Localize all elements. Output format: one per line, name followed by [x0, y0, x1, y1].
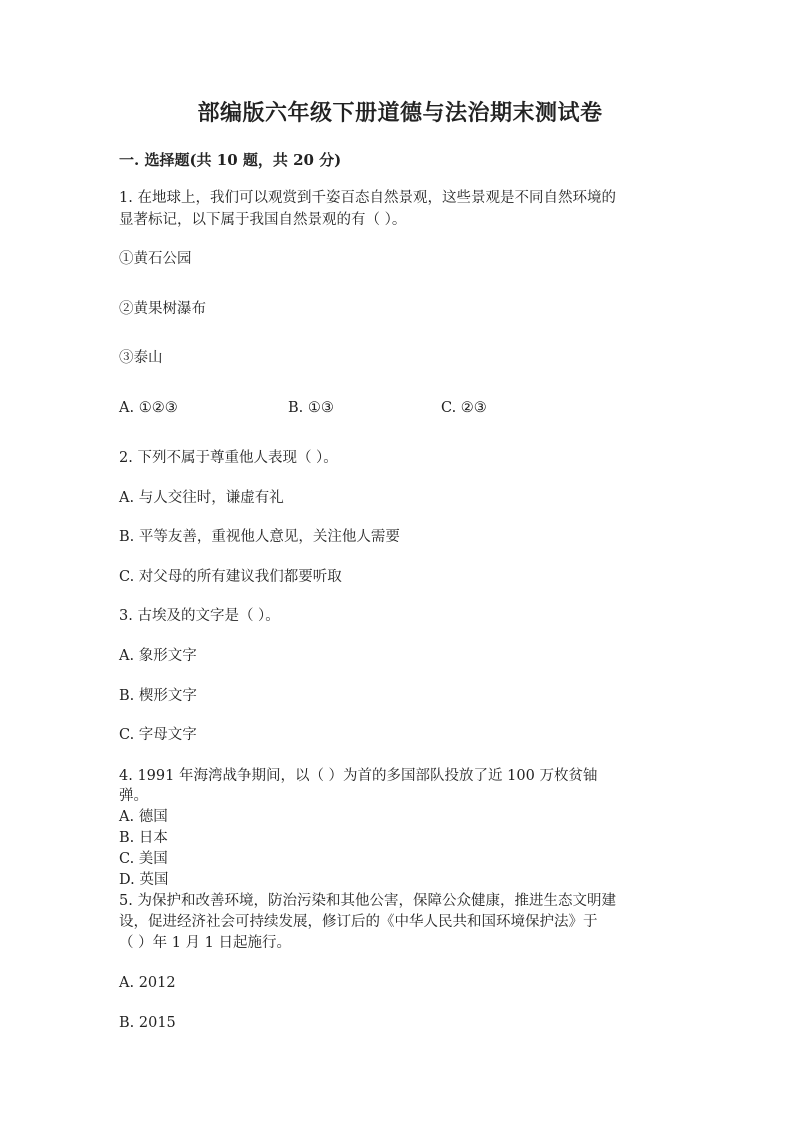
question-3-option-c: C. 字母文字 [119, 727, 197, 743]
question-4-stem-line-1: 4. 1991 年海湾战争期间，以（ ）为首的多国部队投放了近 100 万枚贫铀 [119, 768, 598, 784]
question-4-option-c: C. 美国 [119, 851, 168, 867]
question-5-option-a: A. 2012 [119, 975, 176, 991]
question-5-stem-line-1: 5. 为保护和改善环境，防治污染和其他公害，保障公众健康，推进生态文明建 [119, 893, 616, 909]
question-1-option-a: A. ①②③ [119, 400, 178, 416]
question-4-stem-line-2: 弹。 [119, 788, 148, 804]
question-2-option-c: C. 对父母的所有建议我们都要听取 [119, 569, 342, 585]
page-title: 部编版六年级下册道德与法治期末测试卷 [197, 100, 603, 126]
question-1-item-2: ②黄果树瀑布 [119, 301, 206, 317]
question-2-option-a: A. 与人交往时，谦虚有礼 [119, 490, 284, 506]
question-5-stem-line-2: 设，促进经济社会可持续发展，修订后的《中华人民共和国环境保护法》于 [119, 914, 598, 930]
question-5-stem-line-3: （ ）年 1 月 1 日起施行。 [119, 935, 291, 951]
question-1-item-3: ③泰山 [119, 350, 163, 366]
question-1-stem-line-2: 显著标记，以下属于我国自然景观的有（ ）。 [119, 212, 407, 228]
question-3-option-b: B. 楔形文字 [119, 688, 197, 704]
question-2-option-b: B. 平等友善，重视他人意见，关注他人需要 [119, 529, 400, 545]
question-5-option-b: B. 2015 [119, 1015, 176, 1031]
question-3-option-a: A. 象形文字 [119, 648, 197, 664]
question-1-item-1: ①黄石公园 [119, 251, 192, 267]
question-4-option-d: D. 英国 [119, 872, 169, 888]
question-4-option-b: B. 日本 [119, 830, 168, 846]
question-2-stem: 2. 下列不属于尊重他人表现（ ）。 [119, 450, 338, 466]
question-1-option-b: B. ①③ [288, 400, 334, 416]
question-4-option-a: A. 德国 [119, 809, 168, 825]
question-1-stem-line-1: 1. 在地球上，我们可以观赏到千姿百态自然景观，这些景观是不同自然环境的 [119, 190, 616, 206]
question-3-stem: 3. 古埃及的文字是（ ）。 [119, 608, 280, 624]
section-heading: 一. 选择题(共 10 题，共 20 分) [119, 151, 342, 169]
question-1-option-c: C. ②③ [441, 400, 487, 416]
